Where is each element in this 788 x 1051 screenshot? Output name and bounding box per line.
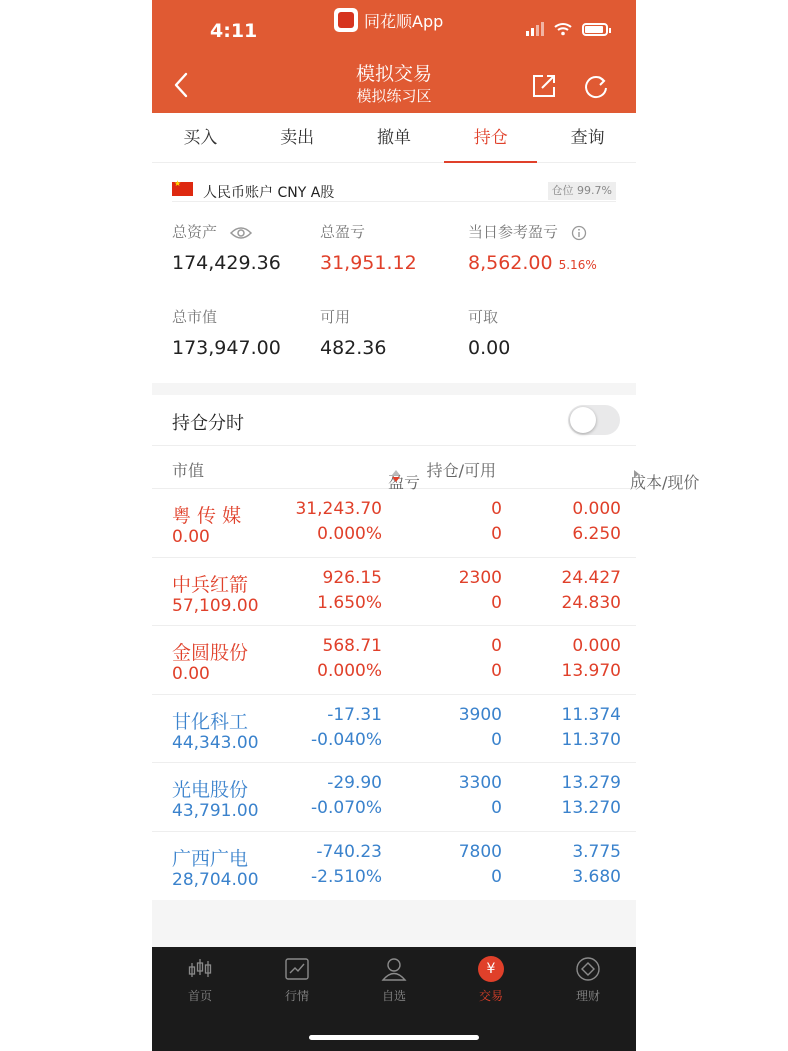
refresh-icon[interactable] <box>582 72 610 100</box>
diamond-icon <box>574 955 602 983</box>
position-ratio-badge: 仓位 99.7% <box>548 182 616 200</box>
position-row[interactable] <box>152 763 636 832</box>
stock-pl-percent: -0.040% <box>311 729 382 750</box>
position-row[interactable] <box>152 695 636 764</box>
stock-pl-percent: 1.650% <box>317 592 382 613</box>
stock-market-value: 0.00 <box>172 664 210 685</box>
stock-price: 13.270 <box>561 798 621 819</box>
header <box>152 0 636 113</box>
stock-cost: 24.427 <box>561 567 621 588</box>
available-label: 可用 <box>320 308 351 326</box>
page-title: 模拟交易 <box>355 63 432 85</box>
positions-panel <box>152 395 700 900</box>
china-flag-icon <box>172 182 193 196</box>
total-pl-value: 31,951.12 <box>320 252 417 274</box>
stock-name: 广西广电 <box>172 847 249 870</box>
stock-price: 11.370 <box>561 729 621 750</box>
nav-watchlist[interactable] <box>359 955 429 1004</box>
stock-pl-percent: -2.510% <box>311 866 382 887</box>
home-indicator[interactable] <box>309 1035 479 1040</box>
stock-price: 6.250 <box>572 524 621 544</box>
total-pl <box>320 221 417 274</box>
nav-trade-label: 交易 <box>478 989 503 1003</box>
wifi-icon <box>554 22 572 36</box>
info-icon[interactable] <box>571 225 587 241</box>
positions-title: 持仓分时 <box>172 413 244 434</box>
stock-cost: 3.775 <box>572 841 621 862</box>
stock-pl-percent: 0.000% <box>317 524 382 544</box>
stock-pl-percent: -0.070% <box>311 798 382 819</box>
stock-name: 中兵红箭 <box>172 573 249 596</box>
withdrawable-label: 可取 <box>468 308 499 326</box>
tab-query[interactable]: 查询 <box>570 128 605 148</box>
chart-icon <box>283 955 311 983</box>
eye-icon[interactable] <box>230 226 252 240</box>
nav-wealth[interactable] <box>553 955 623 1004</box>
positions-list <box>152 489 636 901</box>
stock-cost: 0.000 <box>572 636 621 657</box>
stock-available: 0 <box>491 592 502 613</box>
account-summary <box>152 163 636 383</box>
position-row[interactable] <box>152 489 636 558</box>
stock-qty: 2300 <box>458 567 502 588</box>
tab-positions[interactable]: 持仓 <box>442 113 539 162</box>
tab-buy[interactable]: 买入 <box>183 128 218 148</box>
stock-qty: 3900 <box>458 704 502 725</box>
market-value <box>172 306 281 359</box>
stock-available: 0 <box>491 524 502 544</box>
sort-icon <box>392 470 402 482</box>
stock-pl-percent: 0.000% <box>317 661 382 682</box>
account-row[interactable] <box>172 171 616 202</box>
yen-icon: ¥ <box>478 956 504 982</box>
daily-pl-percent: 5.16% <box>558 258 597 272</box>
stock-qty: 0 <box>491 499 502 519</box>
stock-qty: 3300 <box>458 773 502 794</box>
person-icon <box>380 955 408 983</box>
header-qty[interactable]: 持仓/可用 <box>426 461 496 480</box>
account-name: 人民币账户 CNY A股 <box>203 185 335 201</box>
available-value: 482.36 <box>320 337 387 359</box>
position-row[interactable] <box>152 832 636 901</box>
withdrawable-value: 0.00 <box>468 337 511 359</box>
app-logo-icon <box>334 8 358 32</box>
trade-tabs <box>152 113 636 163</box>
page-subtitle: 模拟练习区 <box>356 87 432 105</box>
stock-available: 0 <box>491 661 502 682</box>
available-funds <box>320 306 386 359</box>
stock-price: 13.970 <box>561 661 621 682</box>
nav-home-label: 首页 <box>187 989 212 1003</box>
position-row[interactable] <box>152 626 636 695</box>
total-pl-label: 总盈亏 <box>320 223 366 241</box>
nav-wealth-label: 理财 <box>575 989 600 1003</box>
stock-pl: -29.90 <box>327 773 382 794</box>
stock-price: 3.680 <box>572 866 621 887</box>
candlestick-icon <box>186 955 214 983</box>
bottom-nav <box>152 947 636 1051</box>
stock-price: 24.830 <box>561 592 621 613</box>
stock-name: 光电股份 <box>172 779 249 802</box>
daily-pl-value: 8,562.00 <box>468 252 553 274</box>
total-assets-label: 总资产 <box>172 223 218 241</box>
stock-pl: 568.71 <box>322 636 382 657</box>
header-market-value[interactable]: 市值 <box>172 461 205 480</box>
stock-available: 0 <box>491 798 502 819</box>
daily-pl-label: 当日参考盈亏 <box>468 223 559 241</box>
stock-name: 粤 传 媒 <box>172 505 242 527</box>
stock-cost: 13.279 <box>561 773 621 794</box>
share-icon[interactable] <box>530 72 558 100</box>
tab-cancel-order[interactable]: 撤单 <box>376 128 411 148</box>
stock-available: 0 <box>491 729 502 750</box>
stock-pl: 926.15 <box>322 567 382 588</box>
battery-icon <box>582 23 608 36</box>
nav-home[interactable] <box>165 955 235 1004</box>
position-row[interactable] <box>152 558 636 627</box>
status-app-name: 同花顺App <box>364 11 444 31</box>
tab-sell[interactable]: 卖出 <box>280 128 315 148</box>
stock-qty: 0 <box>491 636 502 657</box>
total-assets <box>172 221 281 274</box>
positions-timeshare-toggle[interactable] <box>568 405 620 435</box>
market-value-label: 总市值 <box>172 308 218 326</box>
status-time: 4:11 <box>210 20 258 42</box>
stock-market-value: 0.00 <box>172 527 210 547</box>
nav-trade[interactable] <box>456 955 526 1004</box>
stock-market-value: 57,109.00 <box>172 595 259 616</box>
stock-available: 0 <box>491 866 502 887</box>
stock-pl: 31,243.70 <box>295 499 382 519</box>
stock-name: 甘化科工 <box>172 710 249 733</box>
signal-icon <box>526 22 544 36</box>
stock-cost: 11.374 <box>561 704 621 725</box>
stock-market-value: 43,791.00 <box>172 801 259 822</box>
stock-cost: 0.000 <box>572 499 621 519</box>
stock-pl: -17.31 <box>327 704 382 725</box>
nav-quotes[interactable] <box>262 955 332 1004</box>
status-icons <box>526 22 608 36</box>
chevron-right-icon <box>634 470 639 478</box>
positions-header: 市值 盈亏 持仓/可用 成本/现价 <box>152 445 636 489</box>
stock-pl: -740.23 <box>316 841 382 862</box>
daily-pl <box>468 221 597 274</box>
nav-watchlist-label: 自选 <box>381 989 406 1003</box>
stock-market-value: 28,704.00 <box>172 869 259 890</box>
phone-screen <box>152 0 700 1051</box>
stock-market-value: 44,343.00 <box>172 732 259 753</box>
status-app-indicator <box>334 7 443 33</box>
market-value-value: 173,947.00 <box>172 337 281 359</box>
total-assets-value: 174,429.36 <box>172 252 281 274</box>
nav-quotes-label: 行情 <box>284 989 309 1003</box>
stock-qty: 7800 <box>458 841 502 862</box>
withdrawable-funds <box>468 306 510 359</box>
stock-name: 金圆股份 <box>172 642 249 665</box>
